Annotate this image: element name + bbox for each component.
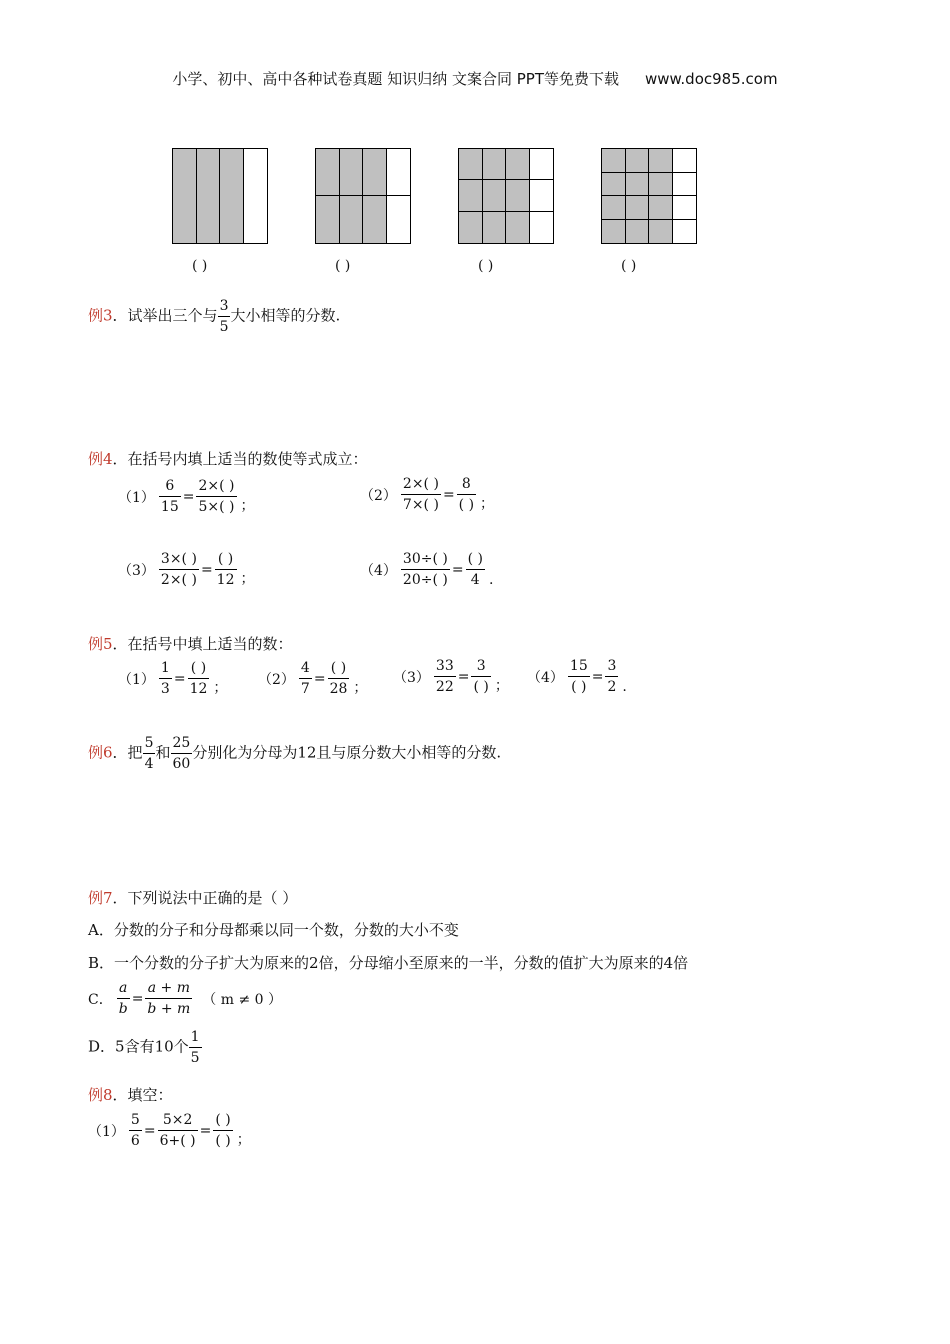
grid-cell bbox=[363, 196, 387, 243]
grid-cell bbox=[483, 149, 507, 180]
option-d: D．5含有10个 $\frac{1}{5}$ bbox=[88, 1029, 200, 1067]
example-4 bbox=[88, 448, 368, 469]
figure-answer-blank: ( ) bbox=[621, 258, 637, 274]
example-3 bbox=[88, 298, 340, 335]
example-6-pre: ．把 bbox=[112, 743, 143, 762]
example-6-post: 分别化为分母为12且与原分数大小相等的分数. bbox=[192, 743, 502, 762]
grid-3 bbox=[458, 148, 554, 244]
grid-2 bbox=[315, 148, 411, 244]
example-8-problem-1: （1） $\frac{5}{6}$ = $\frac{5\times 2}{6+( )}$ = $\frac{( )}{( )}$ ； bbox=[88, 1112, 251, 1150]
grid-cell bbox=[316, 196, 340, 243]
grid-cell bbox=[340, 149, 364, 196]
option-b: B．一个分数的分子扩大为原来的2倍，分母缩小至原来的一半，分数的值扩大为原来的4倍 bbox=[88, 954, 689, 972]
option-c: C． $\frac{a}{b}$ = $\frac{a + m}{b + m}$ （ m ≠ 0 ） bbox=[88, 980, 283, 1018]
fraction-three-fifths: $\frac{3}{5}$ bbox=[219, 298, 229, 336]
grid-cell bbox=[340, 196, 364, 243]
page-header bbox=[0, 68, 950, 89]
example-8 bbox=[88, 1084, 173, 1105]
grid-cell bbox=[649, 149, 673, 173]
example-7-text: ．下列说法中正确的是（ ） bbox=[112, 889, 298, 907]
grid-cell bbox=[602, 196, 626, 220]
grid-cell bbox=[673, 220, 697, 244]
grid-cell bbox=[649, 196, 673, 220]
grid-cell bbox=[363, 149, 387, 196]
grid-cell bbox=[220, 149, 244, 243]
grid-cell bbox=[626, 173, 650, 197]
grid-cell bbox=[459, 212, 483, 243]
grid-cell bbox=[316, 149, 340, 196]
grid-cell bbox=[602, 220, 626, 244]
fraction-25-60: $\frac{25}{60}$ bbox=[172, 735, 191, 773]
grid-cell bbox=[530, 149, 554, 180]
option-a: A．分数的分子和分母都乘以同一个数，分数的大小不变 bbox=[88, 921, 459, 939]
example-4-problem-1: （1） $\frac{6}{15}$ = $\frac{2\times( )}{5\times( )}$ ； bbox=[118, 478, 255, 516]
grid-cell bbox=[602, 149, 626, 173]
example-5-problem-1: （1） $\frac{1}{3}$ = $\frac{( )}{12}$ ； bbox=[118, 660, 228, 698]
grid-cell bbox=[602, 173, 626, 197]
grid-cell bbox=[459, 180, 483, 211]
figure-answer-blank: ( ) bbox=[335, 258, 351, 274]
example-4-problem-4: （4） $\frac{30\div( )}{20\div( )}$ = $\frac{( )}{4}$ . bbox=[360, 551, 494, 589]
example-5-problem-3: （3） $\frac{33}{22}$ = $\frac{3}{( )}$ ； bbox=[393, 658, 509, 696]
figure-answer-blank: ( ) bbox=[478, 258, 494, 274]
grid-cell bbox=[506, 149, 530, 180]
example-3-post: 大小相等的分数. bbox=[230, 306, 341, 325]
fraction-five-fourths: $\frac{5}{4}$ bbox=[144, 735, 154, 773]
header-site: www.doc985.com bbox=[644, 70, 778, 88]
example-5-problem-2: （2） $\frac{4}{7}$ = $\frac{( )}{28}$ ； bbox=[258, 660, 368, 698]
example-4-problem-2: （2） $\frac{2\times( )}{7\times( )}$ = $\frac{8}{( )}$ ； bbox=[360, 476, 495, 514]
figure-answer-blank: ( ) bbox=[192, 258, 208, 274]
example-5-text: ．在括号中填上适当的数： bbox=[112, 635, 293, 653]
grid-cell bbox=[197, 149, 221, 243]
grid-cell bbox=[673, 173, 697, 197]
example-6 bbox=[88, 735, 501, 772]
grid-cell bbox=[387, 196, 411, 243]
grid-cell bbox=[626, 196, 650, 220]
example-8-label: 例8 bbox=[88, 1086, 113, 1104]
header-text: 小学、初中、高中各种试卷真题 知识归纳 文案合同 PPT等免费下载 bbox=[172, 70, 619, 88]
fraction-one-fifth: $\frac{1}{5}$ bbox=[190, 1029, 200, 1067]
example-6-mid: 和 bbox=[155, 743, 171, 762]
grid-cell bbox=[459, 149, 483, 180]
example-3-pre: ．试举出三个与 bbox=[112, 306, 218, 325]
example-5-problem-4: （4） $\frac{15}{( )}$ = $\frac{3}{2}$ . bbox=[527, 658, 627, 696]
grid-cell bbox=[483, 212, 507, 243]
grid-cell bbox=[173, 149, 197, 243]
grid-cell bbox=[626, 149, 650, 173]
grid-cell bbox=[673, 149, 697, 173]
grid-cell bbox=[649, 220, 673, 244]
example-7 bbox=[88, 887, 297, 908]
grid-cell bbox=[530, 180, 554, 211]
grid-cell bbox=[673, 196, 697, 220]
grid-cell bbox=[649, 173, 673, 197]
example-5-label: 例5 bbox=[88, 635, 113, 653]
grid-cell bbox=[530, 212, 554, 243]
example-8-text: ．填空： bbox=[112, 1086, 173, 1104]
grid-cell bbox=[506, 180, 530, 211]
example-6-label: 例6 bbox=[88, 743, 113, 762]
grid-1 bbox=[172, 148, 268, 244]
grid-4 bbox=[601, 148, 697, 244]
grid-cell bbox=[387, 149, 411, 196]
example-3-label: 例3 bbox=[88, 306, 113, 325]
grid-cell bbox=[244, 149, 268, 243]
example-7-label: 例7 bbox=[88, 889, 113, 907]
example-4-label: 例4 bbox=[88, 450, 113, 468]
example-4-problem-3: （3） $\frac{3\times( )}{2\times( )}$ = $\frac{( )}{12}$ ； bbox=[118, 551, 255, 589]
example-5 bbox=[88, 633, 293, 654]
example-4-text: ．在括号内填上适当的数使等式成立： bbox=[112, 450, 368, 468]
grid-cell bbox=[506, 212, 530, 243]
grid-cell bbox=[626, 220, 650, 244]
grid-cell bbox=[483, 180, 507, 211]
